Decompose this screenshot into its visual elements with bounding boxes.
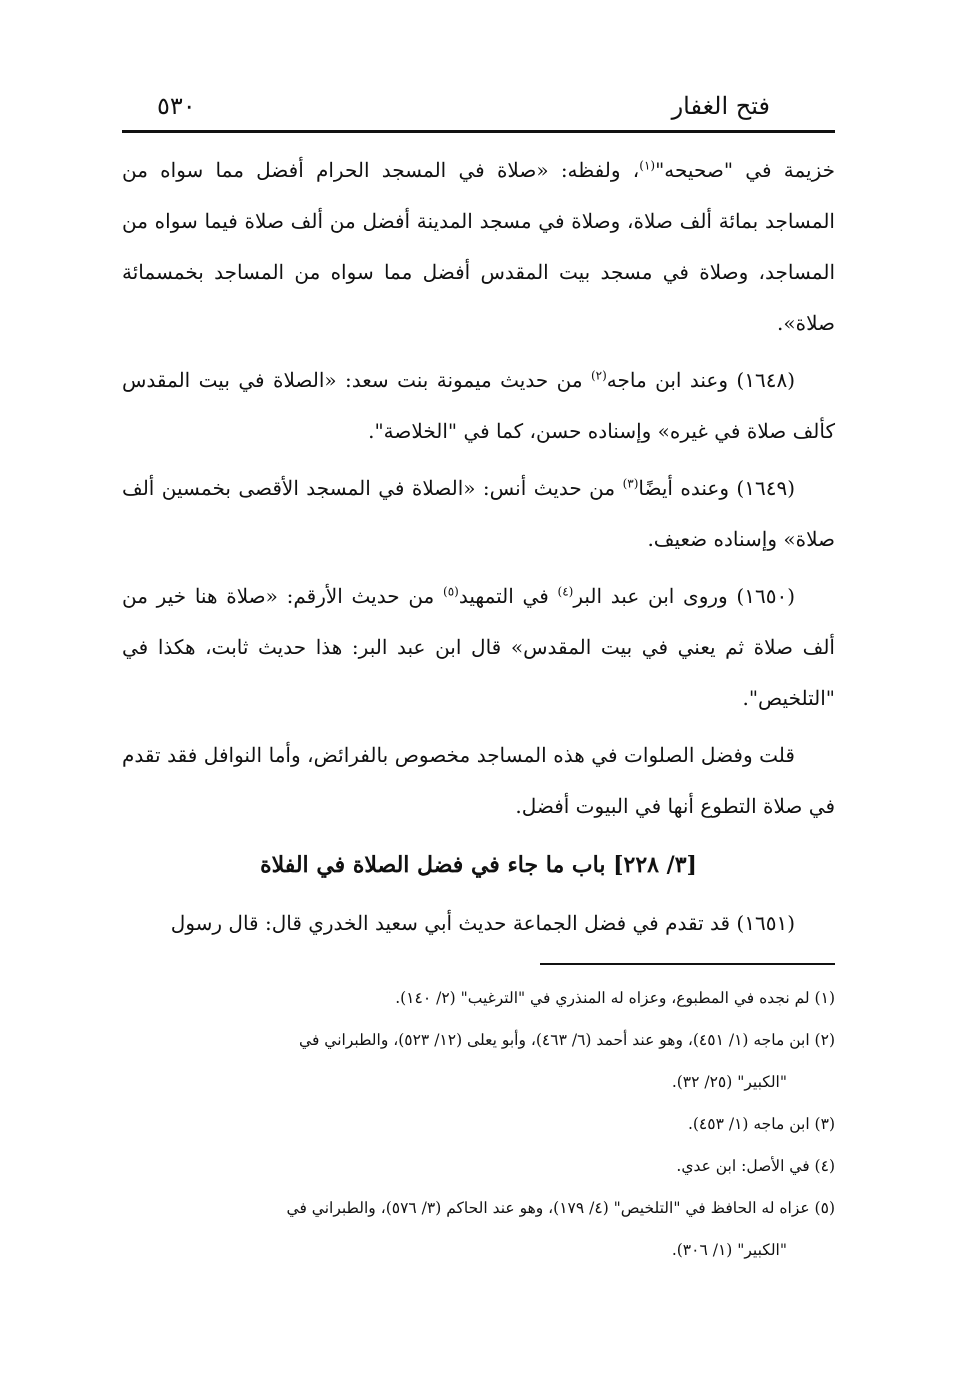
paragraph-continuation (122, 145, 835, 349)
hadith-1648 (122, 355, 835, 457)
text-span: في التمهيد (458, 584, 558, 608)
text-span: قد تقدم في فضل الجماعة حديث أبي سعيد الخدري قال: قال رسول (170, 911, 737, 935)
text-span: وروى ابن عبد البر (573, 584, 737, 608)
hadith-number: (١٦٥١) (736, 911, 795, 935)
hadith-1651 (122, 898, 835, 949)
footnote-2: (٢) ابن ماجه (١/ ٤٥١)، وهو عند أحمد (٦/ ٤٦٣)، وأبو يعلى (١٢/ ٥٢٣)، والطبراني في (299, 1031, 835, 1049)
footnote-3: (٣) ابن ماجه (١/ ٤٥٣). (687, 1115, 835, 1133)
hadith-number: (١٦٥٠) (736, 584, 796, 608)
footnote-5-continuation: "الكبير" (١/ ٣٠٦). (671, 1241, 787, 1259)
hadith-number: (١٦٤٨) (736, 368, 795, 392)
footnote-divider (540, 963, 835, 965)
text-span: وعند ابن ماجه (606, 368, 737, 392)
author-note: قلت وفضل الصلوات في هذه المساجد مخصوص بالفرائض، وأما النوافل فقد تقدم في صلاة التطوع أنها في البيوت أفضل. (122, 743, 835, 818)
running-header (122, 80, 835, 133)
hadith-1650 (122, 571, 835, 724)
footnote-4: (٤) في الأصل: ابن عدي. (676, 1157, 835, 1175)
footnote-ref-4[interactable]: (٤) (557, 584, 574, 599)
running-title: فتح الغفار (671, 92, 770, 120)
footnote-ref-2[interactable]: (٢) (590, 368, 607, 383)
footnote-1: (١) لم نجده في المطبوع، وعزاه له المنذري في "الترغيب" (٢/ ١٤٠). (395, 989, 835, 1007)
footnotes (122, 979, 835, 1269)
page-number: ٥٣٠ (157, 92, 196, 120)
text-span: من حديث ميمونة بنت سعد: «الصلاة في بيت المقدس كألف صلاة في غيره» وإسناده حسن، كما في "الخلاصة". (122, 368, 835, 443)
text-span: وعنده أيضًا (638, 476, 737, 500)
text-span: من حديث الأرقم: «صلاة هنا خير من ألف صلاة ثم يعني في بيت المقدس» قال ابن عبد البر: هذا حديث ثابت، هكذا في "التلخيص". (122, 584, 835, 710)
footnote-2-continuation: "الكبير" (٢٥/ ٣٢). (671, 1073, 787, 1091)
chapter-heading: [٣/ ٢٢٨] باب ما جاء في فضل الصلاة في الفلاة (260, 852, 697, 878)
footnote-ref-5[interactable]: (٥) (443, 584, 459, 599)
text-span: خزيمة في "صحيحه" (655, 158, 835, 182)
hadith-number: (١٦٤٩) (736, 476, 795, 500)
hadith-1649 (122, 463, 835, 565)
main-text (122, 145, 835, 949)
text-span: ، ولفظه: «صلاة في المسجد الحرام أفضل مما سواه من المساجد بمائة ألف صلاة، وصلاة في مسجد المدينة أفضل من ألف صلاة فيما سواه من المساجد، وصلاة في مسجد بيت المقدس أفضل مما سواه من المساجد بخمسمائة صلاة». (122, 158, 835, 335)
footnote-5: (٥) عزاه له الحافظ في "التلخيص" (٤/ ١٧٩)، وهو عند الحاكم (٣/ ٥٧٦)، والطبراني في (286, 1199, 835, 1217)
footnote-ref-3[interactable]: (٣) (622, 476, 639, 491)
footnote-ref-1[interactable]: (١) (639, 158, 656, 173)
text-span: من حديث أنس: «الصلاة في المسجد الأقصى بخمسين ألف صلاة» وإسناده ضعيف. (122, 476, 835, 551)
book-page (122, 80, 835, 1273)
